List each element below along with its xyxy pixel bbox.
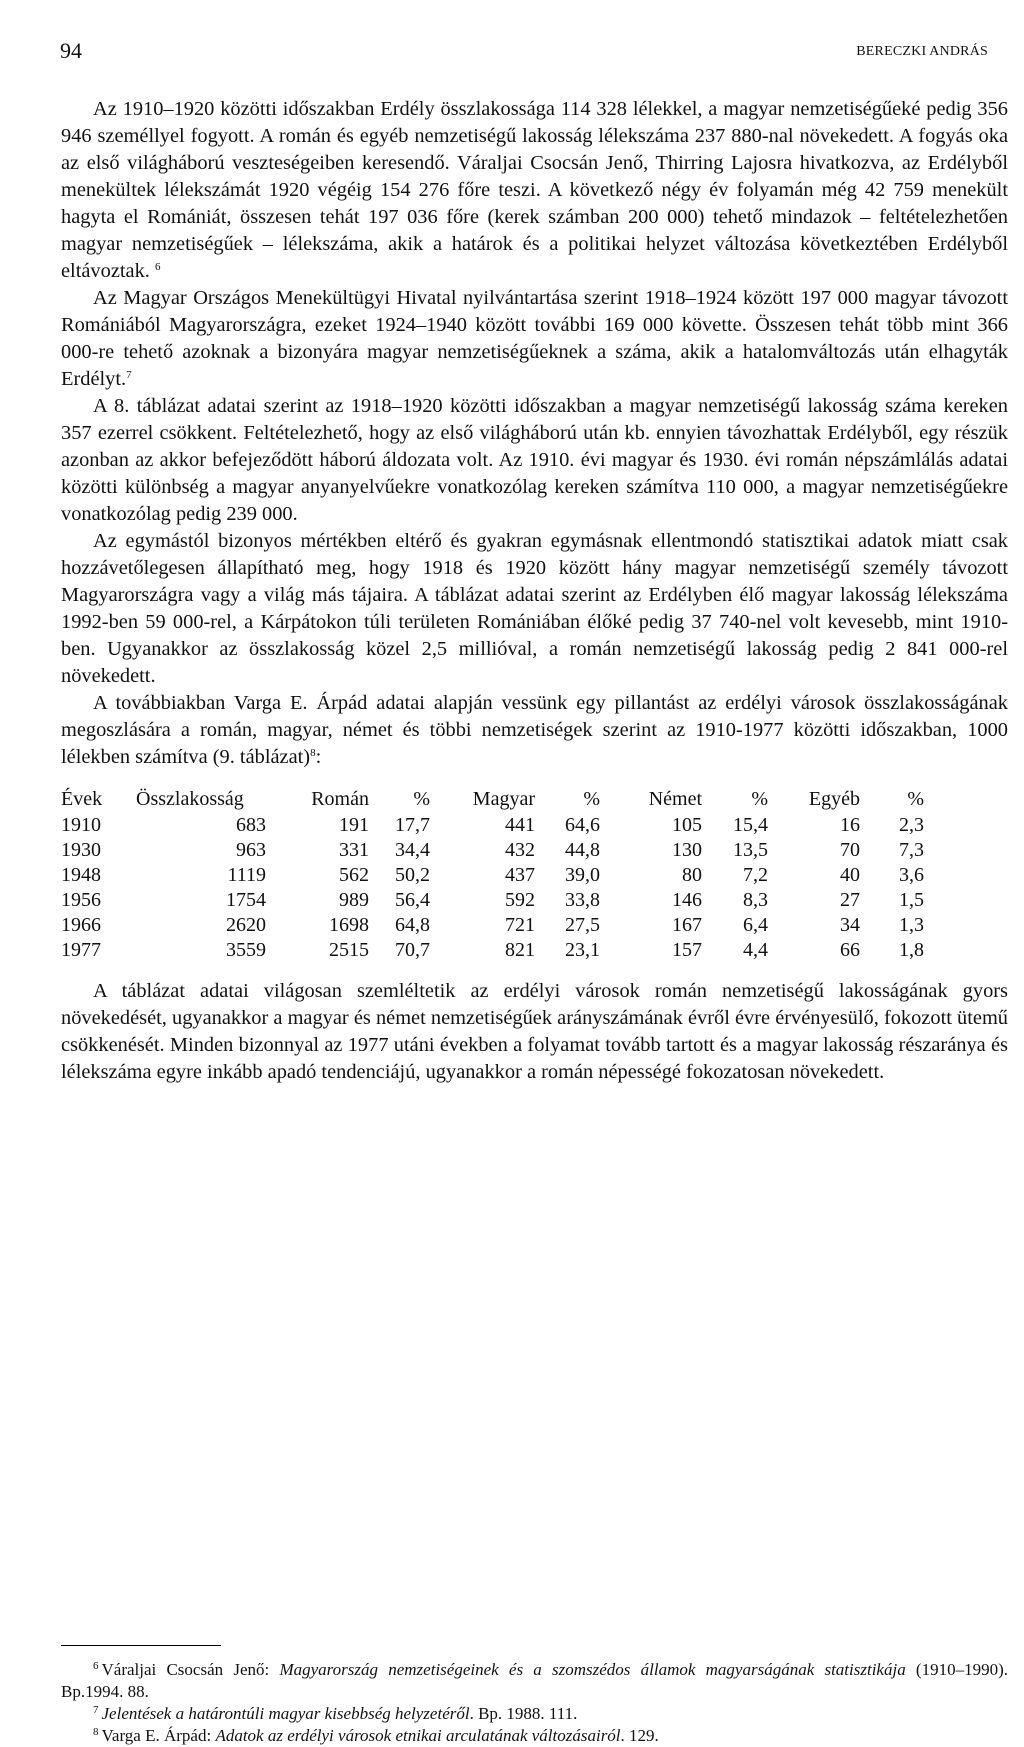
table-cell: 721 — [505, 914, 535, 936]
table-cell: 683 — [236, 814, 266, 836]
table-header-row — [61, 787, 924, 813]
table-cell: 27,5 — [565, 914, 600, 936]
table-header-cell: Évek — [61, 788, 103, 810]
table-cell: 437 — [505, 864, 535, 886]
table-cell: 592 — [505, 889, 535, 911]
table-header-cell: % — [583, 788, 600, 810]
table-cell: 39,0 — [565, 864, 600, 886]
footnote-6: $^6$ Váraljai Csocsán Jenő: Magyarország nemzetiségeinek és a szomszédos államok magyarságának statisztikája (1910–1990). Bp.1994. 88. — [61, 1660, 1008, 1701]
paragraph-3: A 8. táblázat adatai szerint az 1918–1920 közötti időszakban a magyar nemzetiségű lakosság száma kereken 357 ezerrel csökkent. Feltételezhető, hogy az első világháború után kb. ennyien távozhattak Erdélyből, egy részük azonban az akkor befejeződött háború áldozata volt. Az 1910. évi magyar és 1930. évi román népszámlálás adatai közötti különbség a magyar anyanyelvűekre vonatkozólag kereken számítva 110 000, a magyar nemzetiségűekre vonatkozólag pedig 239 000. — [61, 395, 1008, 525]
table-header-cell: Egyéb — [808, 788, 860, 810]
page-header — [60, 38, 988, 68]
table-cell: 23,1 — [565, 939, 600, 961]
paragraph-2: Az Magyar Országos Menekültügyi Hivatal nyilvántartása szerint 1918–1924 között 197 000 magyar távozott Romániából Magyarországra, ezeket 1924–1940 között további 169 000 követte. Összesen tehát több mint 366 000-re tehető azoknak a bizonyára magyar nemzetiségűeknek a száma, akik a hatalomváltozás után elhagyták Erdélyt.$^7$ — [61, 287, 1008, 390]
table-cell: 1119 — [227, 864, 266, 886]
table-cell: 1,5 — [899, 889, 924, 911]
table-header-cell: % — [907, 788, 924, 810]
table-cell: 66 — [840, 939, 860, 961]
table-cell: 13,5 — [733, 839, 768, 861]
table-cell: 989 — [339, 889, 369, 911]
table-cell: 191 — [339, 814, 369, 836]
table-cell: 1698 — [329, 914, 369, 936]
table-cell: 146 — [672, 889, 702, 911]
table-cell: 441 — [505, 814, 535, 836]
table-cell: 1956 — [61, 889, 101, 911]
table-cell: 15,4 — [733, 814, 768, 836]
table-cell: 3,6 — [899, 864, 924, 886]
table-cell: 1,8 — [899, 939, 924, 961]
paragraph-4: Az egymástól bizonyos mértékben eltérő és gyakran egymásnak ellentmondó statisztikai adatok miatt csak hozzávetőlegesen állapítható meg, hogy 1918 és 1920 között hány magyar nemzetiségű személy távozott Magyarországra vagy a világ más tájaira. A táblázat adatai szerint az Erdélyben élő magyar lakosság lélekszáma 1992-ben 59 000-rel, a Kárpátokon túli területen Romániában élőké pedig 37 740-nel volt kevesebb, mint 1910-ben. Ugyanakkor az összlakosság közel 2,5 millióval, a román nemzetiségű lakosság pedig 2 841 000-rel növekedett. — [61, 530, 1008, 687]
table-cell: 1,3 — [899, 914, 924, 936]
table-cell: 130 — [672, 839, 702, 861]
table-row — [61, 938, 924, 963]
table-cell: 16 — [840, 814, 860, 836]
table-cell: 2,3 — [899, 814, 924, 836]
table-cell: 1930 — [61, 839, 101, 861]
table-cell: 50,2 — [395, 864, 430, 886]
footnote-separator — [61, 1645, 221, 1646]
table-cell: 1754 — [226, 889, 266, 911]
table-header-cell: Német — [648, 788, 702, 810]
table-cell: 105 — [672, 814, 702, 836]
running-head-author: BERECZKI ANDRÁS — [856, 44, 988, 59]
table-cell: 1910 — [61, 814, 101, 836]
table-cell: 4,4 — [743, 939, 768, 961]
table-cell: 17,7 — [395, 814, 430, 836]
page-number: 94 — [60, 38, 82, 63]
table-cell: 562 — [339, 864, 369, 886]
table-cell: 432 — [505, 839, 535, 861]
footnote-ref-8: 8 — [310, 747, 316, 759]
table-cell: 3559 — [226, 939, 266, 961]
paragraph-6: A táblázat adatai világosan szemléltetik az erdélyi városok román nemzetiségű lakosságának gyors növekedését, ugyanakkor a magyar és német nemzetiségűek arányszámának évről évre érvényesülő, fokozott ütemű csökkenését. Minden bizonnyal az 1977 utáni években a folyamat tovább tartott és a magyar lakosság részaránya és lélekszáma egyre inkább apadó tendenciájú, ugyanakkor a román népességé fokozatosan növekedett. — [61, 980, 1008, 1083]
table-header-cell: Magyar — [472, 788, 535, 810]
table-cell: 331 — [339, 839, 369, 861]
table-cell: 40 — [840, 864, 860, 886]
body-text — [61, 96, 1008, 1086]
table-cell: 34,4 — [395, 839, 430, 861]
table-cell: 70,7 — [395, 939, 430, 961]
paragraph-1: Az 1910–1920 közötti időszakban Erdély összlakossága 114 328 lélekkel, a magyar nemzetiségűeké pedig 356 946 személlyel fogyott. A román és egyéb nemzetiségű lakosság lélekszáma 237 880-nal növekedett. A fogyás oka az első világháború veszteségeiben keresendő. Váraljai Csocsán Jenő, Thirring Lajosra hivatkozva, az Erdélyből menekültek lélekszámát 1920 végéig 154 276 főre teszi. A következő négy év folyamán még 42 759 menekült hagyta el Romániát, összesen tehát 197 036 főre (kerek számban 200 000) tehető mindazok – feltételezhetően magyar nemzetiségűek – lélekszáma, akik a határok és a politikai helyzet változása következtében Erdélyből eltávoztak. $^6$ — [61, 98, 1008, 282]
table-cell: 2515 — [329, 939, 369, 961]
table-cell: 56,4 — [395, 889, 430, 911]
table-cell: 70 — [840, 839, 860, 861]
table-header-cell: % — [751, 788, 768, 810]
table-row — [61, 888, 924, 913]
footnote-ref-7: 7 — [126, 369, 132, 381]
paragraph-5: A továbbiakban Varga E. Árpád adatai alapján vessünk egy pillantást az erdélyi városok összlakosságának megoszlására a román, magyar, német és többi nemzetiségek szerint az 1910-1977 közötti időszakban, 1000 lélekben számítva (9. táblázat)$^8$: — [61, 692, 1008, 768]
table-cell: 7,2 — [743, 864, 768, 886]
table-cell: 80 — [682, 864, 702, 886]
table-cell: 7,3 — [899, 839, 924, 861]
table-cell: 963 — [236, 839, 266, 861]
table-row — [61, 863, 924, 888]
table-cell: 8,3 — [743, 889, 768, 911]
table-cell: 2620 — [226, 914, 266, 936]
table-cell: 1966 — [61, 914, 101, 936]
table-header-cell: Román — [311, 788, 369, 810]
table-header-cell: Összlakosság — [136, 788, 244, 810]
table-row — [61, 913, 924, 938]
footnote-7: $^7$ Jelentések a határontúli magyar kisebbség helyzetéről. Bp. 1988. 111. — [93, 1704, 578, 1723]
footnote-ref-6: 6 — [155, 261, 161, 273]
table-cell: 6,4 — [743, 914, 768, 936]
table-cell: 64,6 — [565, 814, 600, 836]
table-row — [61, 838, 924, 863]
table-body — [61, 813, 924, 963]
table-cell: 33,8 — [565, 889, 600, 911]
footnote-8: $^8$ Varga E. Árpád: Adatok az erdélyi városok etnikai arculatának változásairól. 129. — [93, 1726, 659, 1745]
table-cell: 157 — [672, 939, 702, 961]
table-cell: 1948 — [61, 864, 101, 886]
table-row — [61, 813, 924, 838]
table-cell: 27 — [840, 889, 860, 911]
table-header-cell: % — [413, 788, 430, 810]
table-cell: 34 — [840, 914, 860, 936]
table-cell: 1977 — [61, 939, 101, 961]
city-population-table — [61, 787, 924, 963]
table-cell: 64,8 — [395, 914, 430, 936]
table-cell: 821 — [505, 939, 535, 961]
table-cell: 167 — [672, 914, 702, 936]
table-cell: 44,8 — [565, 839, 600, 861]
footnotes — [61, 1659, 1008, 1747]
